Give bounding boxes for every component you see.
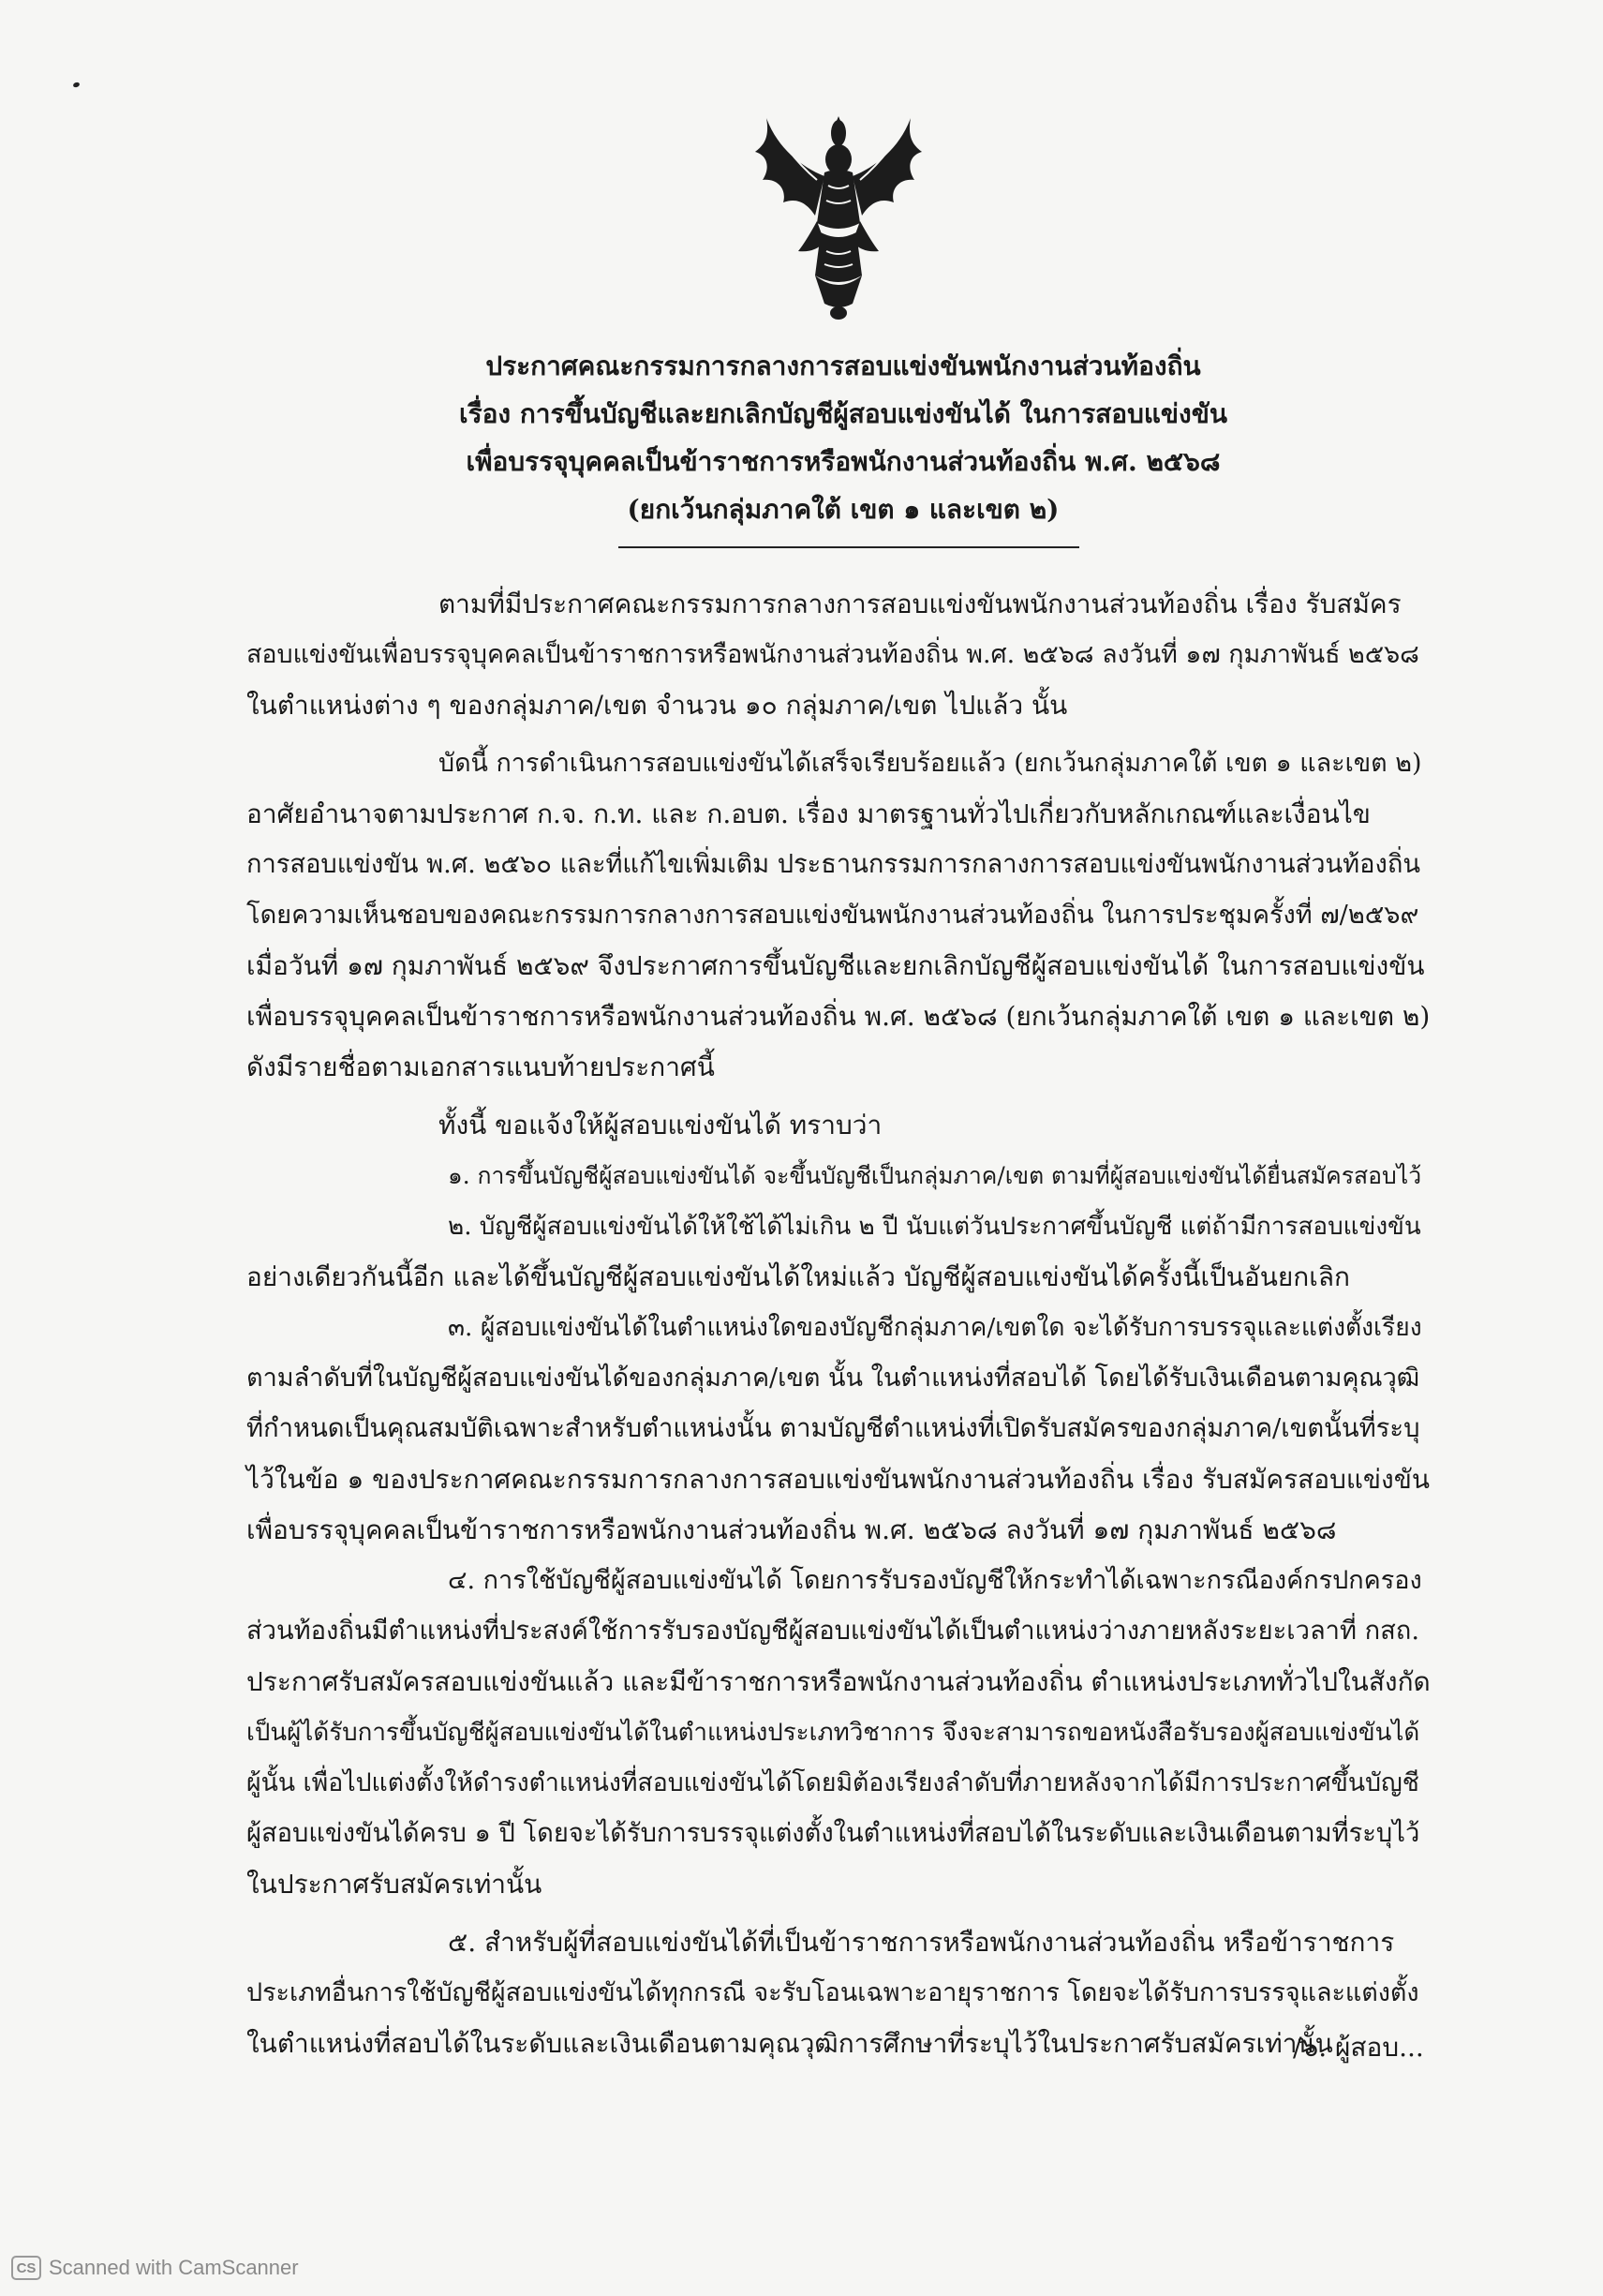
- text-line: ๔. การใช้บัญชีผู้สอบแข่งขันได้ โดยการรับรองบัญชีให้กระทำได้เฉพาะกรณีองค์กรปกครอง: [448, 1566, 1422, 1595]
- text-line: ไว้ในข้อ ๑ ของประกาศคณะกรรมการกลางการสอบแข่งขันพนักงานส่วนท้องถิ่น เรื่อง รับสมัครสอบแข่งขัน: [246, 1464, 1430, 1495]
- paragraph-announcement: [246, 738, 1432, 1093]
- text-line: ตามที่มีประกาศคณะกรรมการกลางการสอบแข่งขันพนักงานส่วนท้องถิ่น เรื่อง รับสมัคร: [438, 589, 1402, 619]
- scan-speck: [72, 82, 80, 88]
- text-line: อย่างเดียวกันนี้อีก และได้ขึ้นบัญชีผู้สอบแข่งขันได้ใหม่แล้ว บัญชีผู้สอบแข่งขันได้ครั้งนี้เป็นอันยกเลิก: [246, 1261, 1350, 1292]
- header-line-2: เรื่อง การขึ้นบัญชีและยกเลิกบัญชีผู้สอบแข่งขันได้ ในการสอบแข่งขัน: [459, 398, 1227, 429]
- header-line-1: ประกาศคณะกรรมการกลางการสอบแข่งขันพนักงานส่วนท้องถิ่น: [485, 350, 1201, 381]
- header-divider: [618, 546, 1079, 548]
- text-line: เมื่อวันที่ ๑๗ กุมภาพันธ์ ๒๕๖๙ จึงประกาศการขึ้นบัญชีและยกเลิกบัญชีผู้สอบแข่งขันได้ ในการสอบแข่งขัน: [246, 950, 1425, 981]
- text-line: ส่วนท้องถิ่นมีตำแหน่งที่ประสงค์ใช้การรับรองบัญชีผู้สอบแข่งขันได้เป็นตำแหน่งว่างภายหลังระยะเวลาที่ กสถ.: [246, 1617, 1419, 1646]
- text-line: ทั้งนี้ ขอแจ้งให้ผู้สอบแข่งขันได้ ทราบว่า: [438, 1110, 883, 1141]
- garuda-emblem-icon: [750, 111, 928, 326]
- text-line: ตามลำดับที่ในบัญชีผู้สอบแข่งขันได้ของกลุ่มภาค/เขต นั้น ในตำแหน่งที่สอบได้ โดยได้รับเงินเดือนตามคุณวุฒิ: [246, 1364, 1420, 1393]
- announcement-header: [319, 342, 1368, 533]
- text-line: ดังมีรายชื่อตามเอกสารแนบท้ายประกาศนี้: [246, 1051, 715, 1082]
- text-line: เพื่อบรรจุบุคคลเป็นข้าราชการหรือพนักงานส่วนท้องถิ่น พ.ศ. ๒๕๖๘ (ยกเว้นกลุ่มภาคใต้ เขต ๑ และเขต ๒): [246, 1001, 1431, 1032]
- header-line-4: (ยกเว้นกลุ่มภาคใต้ เขต ๑ และเขต ๒): [627, 494, 1060, 525]
- text-line: ในตำแหน่งที่สอบได้ในระดับและเงินเดือนตามคุณวุฒิการศึกษาที่ระบุไว้ในประกาศรับสมัครเท่านั้น: [246, 2028, 1333, 2059]
- text-line: ๒. บัญชีผู้สอบแข่งขันได้ให้ใช้ได้ไม่เกิน ๒ ปี นับแต่วันประกาศขึ้นบัญชี แต่ถ้ามีการสอบแข่งขัน: [448, 1213, 1421, 1241]
- text-line: ๓. ผู้สอบแข่งขันได้ในตำแหน่งใดของบัญชีกลุ่มภาค/เขตใด จะได้รับการบรรจุและแต่งตั้งเรียง: [448, 1313, 1422, 1342]
- text-line: บัดนี้ การดำเนินการสอบแข่งขันได้เสร็จเรียบร้อยแล้ว (ยกเว้นกลุ่มภาคใต้ เขต ๑ และเขต ๒): [438, 749, 1422, 778]
- list-item-1: [246, 1151, 1432, 1201]
- text-line: ที่กำหนดเป็นคุณสมบัติเฉพาะสำหรับตำแหน่งนั้น ตามบัญชีตำแหน่งที่เปิดรับสมัครของกลุ่มภาค/เขตนั้นที่ระบุ: [246, 1414, 1420, 1443]
- text-line: เป็นผู้ได้รับการขึ้นบัญชีผู้สอบแข่งขันได้ในตำแหน่งประเภทวิชาการ จึงจะสามารถขอหนังสือรับรองผู้สอบแข่งขันได้: [246, 1719, 1420, 1747]
- text-line: ผู้นั้น เพื่อไปแต่งตั้งให้ดำรงตำแหน่งที่สอบแข่งขันได้โดยมิต้องเรียงลำดับที่ภายหลังจากได้มีการประกาศขึ้นบัญชี: [246, 1768, 1419, 1797]
- list-item-5: [246, 1917, 1432, 2069]
- header-line-3: เพื่อบรรจุบุคคลเป็นข้าราชการหรือพนักงานส่วนท้องถิ่น พ.ศ. ๒๕๖๘: [466, 446, 1221, 477]
- list-item-4: [246, 1556, 1432, 1910]
- continuation-note: /๖. ผู้สอบ...: [1293, 2032, 1424, 2063]
- paragraph-notice: [246, 1100, 1432, 1151]
- text-line: อาศัยอำนาจตามประกาศ ก.จ. ก.ท. และ ก.อบต. เรื่อง มาตรฐานทั่วไปเกี่ยวกับหลักเกณฑ์และเงื่อนไข: [246, 798, 1371, 829]
- list-item-3: [246, 1303, 1432, 1556]
- text-line: สอบแข่งขันเพื่อบรรจุบุคคลเป็นข้าราชการหรือพนักงานส่วนท้องถิ่น พ.ศ. ๒๕๖๘ ลงวันที่ ๑๗ กุมภาพันธ์ ๒๕๖๘: [246, 640, 1419, 669]
- text-line: เพื่อบรรจุบุคคลเป็นข้าราชการหรือพนักงานส่วนท้องถิ่น พ.ศ. ๒๕๖๘ ลงวันที่ ๑๗ กุมภาพันธ์ ๒๕๖๘: [246, 1514, 1337, 1545]
- text-line: การสอบแข่งขัน พ.ศ. ๒๕๖๐ และที่แก้ไขเพิ่มเติม ประธานกรรมการกลางการสอบแข่งขันพนักงานส่วนท้องถิ่น: [246, 850, 1420, 879]
- list-item-2: [246, 1201, 1432, 1303]
- text-line: ๕. สำหรับผู้ที่สอบแข่งขันได้ที่เป็นข้าราชการหรือพนักงานส่วนท้องถิ่น หรือข้าราชการ: [448, 1927, 1395, 1958]
- text-line: ประกาศรับสมัครสอบแข่งขันแล้ว และมีข้าราชการหรือพนักงานส่วนท้องถิ่น ตำแหน่งประเภททั่วไปในสังกัด: [246, 1666, 1431, 1697]
- text-line: ในตำแหน่งต่าง ๆ ของกลุ่มภาค/เขต จำนวน ๑๐ กลุ่มภาค/เขต ไปแล้ว นั้น: [246, 690, 1068, 721]
- scanner-watermark: [11, 2256, 299, 2280]
- camscanner-logo-icon: CS: [11, 2256, 41, 2280]
- text-line: ประเภทอื่นการใช้บัญชีผู้สอบแข่งขันได้ทุกกรณี จะรับโอนเฉพาะอายุราชการ โดยจะได้รับการบรรจุและแต่งตั้ง: [246, 1978, 1419, 2007]
- announcement-body: [246, 579, 1432, 2069]
- text-line: โดยความเห็นชอบของคณะกรรมการกลางการสอบแข่งขันพนักงานส่วนท้องถิ่น ในการประชุมครั้งที่ ๗/๒๕๖๙: [246, 901, 1419, 930]
- text-line: ผู้สอบแข่งขันได้ครบ ๑ ปี โดยจะได้รับการบรรจุแต่งตั้งในตำแหน่งที่สอบได้ในระดับและเงินเดือนตามที่ระบุไว้: [246, 1819, 1420, 1848]
- text-line: ๑. การขึ้นบัญชีผู้สอบแข่งขันได้ จะขึ้นบัญชีเป็นกลุ่มภาค/เขต ตามที่ผู้สอบแข่งขันได้ยื่นสมัครสอบไว้: [448, 1162, 1422, 1189]
- scanner-label: Scanned with CamScanner: [49, 2256, 299, 2279]
- text-line: ในประกาศรับสมัครเท่านั้น: [246, 1869, 542, 1900]
- paragraph-intro: [246, 579, 1432, 731]
